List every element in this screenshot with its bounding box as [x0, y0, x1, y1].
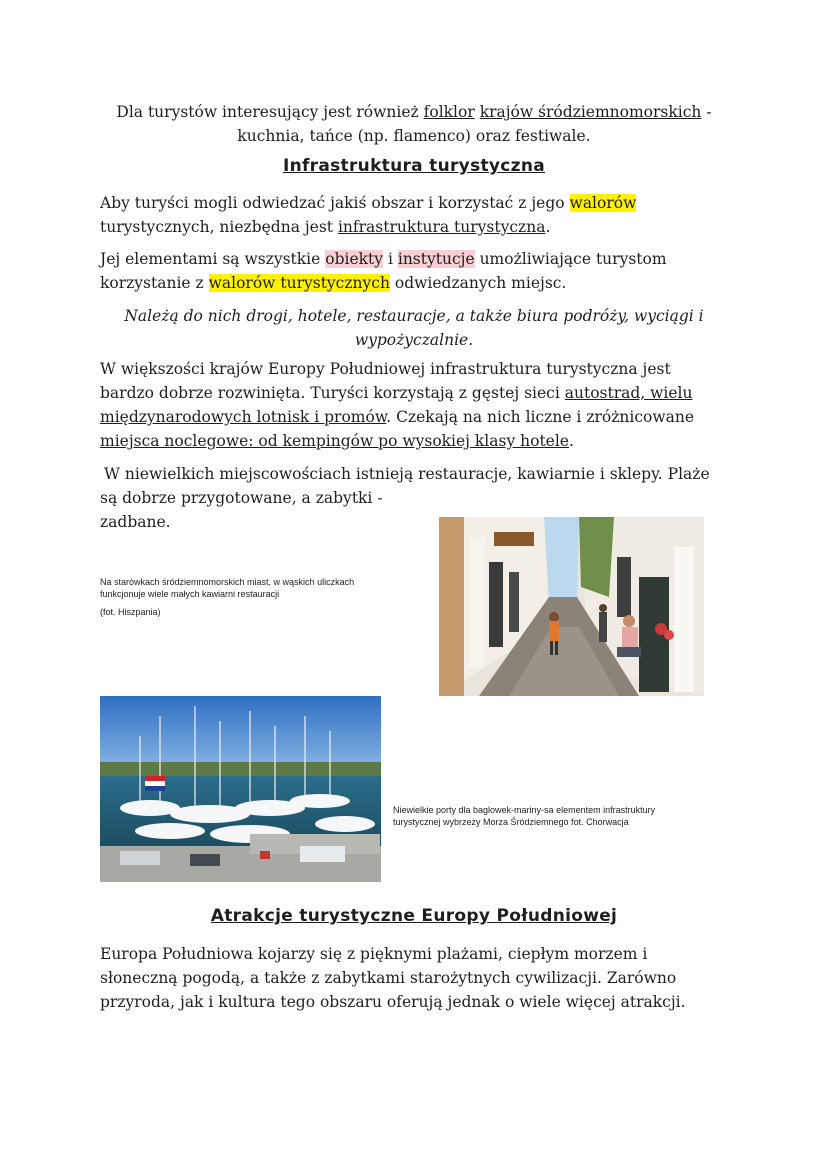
- heading-attractions: Atrakcje turystyczne Europy Południowej: [210, 906, 618, 926]
- para3-airports: międzynarodowych lotnisk i promów: [100, 408, 387, 426]
- para2-instytucje: instytucje: [397, 250, 475, 268]
- para3-text: bardzo dobrze rozwinięta. Turyści korzystają z gęstej sieci: [100, 384, 560, 402]
- para1-infrastructure: infrastruktura turystyczna: [337, 218, 546, 236]
- para1-walorow: walorów: [569, 194, 637, 212]
- para2-text4: odwiedzanych miejsc.: [394, 274, 567, 292]
- intro-text: Dla turystów interesujący jest również: [116, 103, 419, 121]
- intro-dash: -: [706, 103, 712, 121]
- caption-street: [100, 576, 420, 618]
- para2-and: i: [387, 250, 393, 268]
- caption2-line-1: Niewielkie porty dla baglowek-mariny-sa elementem infrastruktury: [393, 805, 656, 815]
- photo-narrow-street: [439, 517, 704, 696]
- intro-paragraph: [60, 100, 768, 148]
- paragraph-1: [100, 191, 740, 239]
- para1-text2: turystycznych, niezbędna jest: [100, 218, 334, 236]
- caption1-line-3: (fot. Hiszpania): [100, 607, 161, 617]
- para2-obiekty: obiekty: [325, 250, 384, 268]
- para1-dot: .: [545, 218, 551, 236]
- para2-text2: umożliwiające turystom: [479, 250, 667, 268]
- para3-line-1: W większości krajów Europy Południowej infrastruktura turystyczna jest: [100, 360, 671, 378]
- para4-line-1: W niewielkich miejscowościach istnieją restauracje, kawiarnie i sklepy. Plaże: [104, 465, 710, 483]
- para3-text2: . Czekają na nich liczne i zróżnicowane: [386, 408, 695, 426]
- para2-text: Jej elementami są wszystkie: [100, 250, 321, 268]
- caption1-line-2: funkcjonuje wiele małych kawiarni restauracji: [100, 589, 280, 599]
- caption1-line-1: Na starówkach śródziemnomorskich miast, w wąskich uliczkach: [100, 577, 355, 587]
- para3-dot: .: [568, 432, 574, 450]
- heading-infrastructure: Infrastruktura turystyczna: [282, 156, 546, 176]
- para5-line-1: Europa Południowa kojarzy się z pięknymi plażami, ciepłym morzem i: [100, 945, 648, 963]
- para2-text3: korzystanie z: [100, 274, 204, 292]
- intro-line-1: [60, 100, 768, 124]
- para5-line-3: przyroda, jak i kultura tego obszaru oferują jednak o wiele więcej atrakcji.: [100, 993, 686, 1011]
- para3-autostrad: autostrad, wielu: [564, 384, 693, 402]
- para3-accommodation: miejsca noclegowe: od kempingów po wysokiej klasy hotele: [100, 432, 569, 450]
- para4-line-2: są dobrze przygotowane, a zabytki -: [100, 489, 383, 507]
- caption2-line-2: turystycznej wybrzeży Morza Śródziemnego fot. Chorwacja: [393, 817, 629, 827]
- quote-line-1: Należą do nich drogi, hotele, restauracje, a także biura podróży, wyciągi i: [124, 307, 704, 325]
- para4-line-3: zadbane.: [100, 513, 171, 531]
- para5-line-2: słoneczną pogodą, a także z zabytkami starożytnych cywilizacji. Zarówno: [100, 969, 677, 987]
- intro-countries: krajów śródziemnomorskich: [479, 103, 702, 121]
- para2-walory: walorów turystycznych: [208, 274, 390, 292]
- paragraph-5: [100, 942, 760, 1014]
- intro-folklor: folklor: [423, 103, 475, 121]
- para1-text: Aby turyści mogli odwiedzać jakiś obszar i korzystać z jego: [100, 194, 565, 212]
- quote-line-2: wypożyczalnie.: [354, 331, 474, 349]
- quote-paragraph: [80, 304, 748, 352]
- paragraph-3: [100, 357, 740, 453]
- photo-marina: [100, 696, 381, 882]
- paragraph-2: [100, 247, 740, 295]
- intro-line-2: kuchnia, tańce (np. flamenco) oraz festiwale.: [237, 127, 591, 145]
- caption-marina: [393, 804, 733, 828]
